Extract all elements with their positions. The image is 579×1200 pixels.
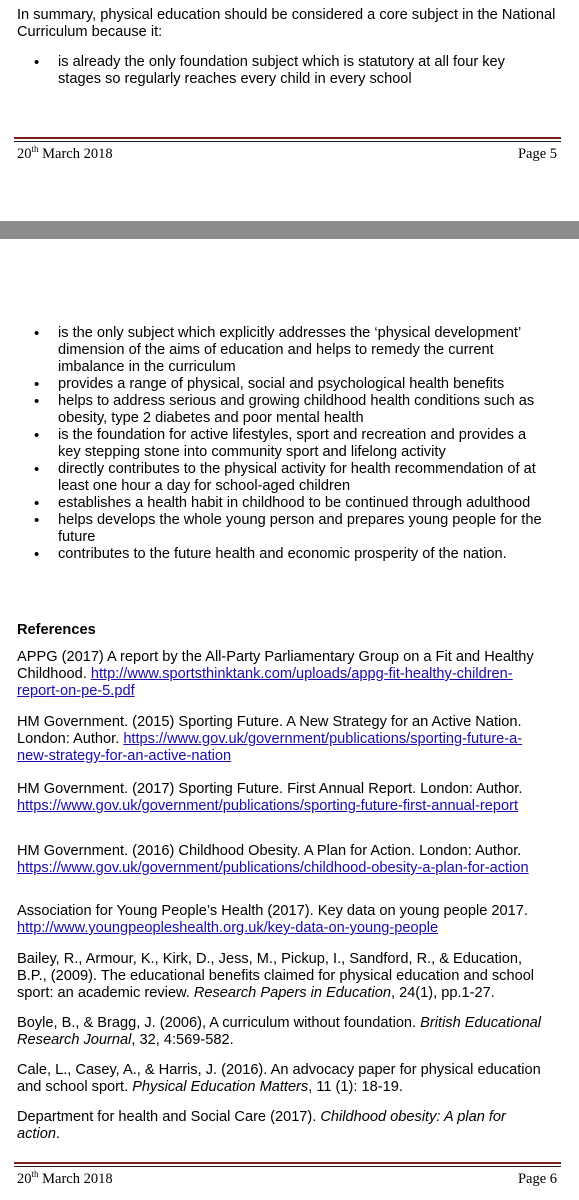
list-item: • helps to address serious and growing childhood health conditions such as obesity, type 2 diabetes and poor mental health <box>17 393 552 427</box>
footer-page-number: Page 6 <box>517 1171 557 1187</box>
reference-link[interactable]: https://www.gov.uk/government/publications/sporting-future-first-annual-report <box>17 798 519 814</box>
list-item: • establishes a health habit in childhood to be continued through adulthood <box>17 495 552 512</box>
reference-entry <box>17 1109 552 1143</box>
references-list <box>17 649 552 1143</box>
reference-text: Bailey, R., Armour, K., Kirk, D., Jess, M., Pickup, I., Sandford, R., & Education, B.P., (2009). The educational benefits claimed for physical education and school sport: an academic review. <box>17 951 535 1001</box>
page5-footer <box>17 146 557 163</box>
reference-details: , 11 (1): 18-19. <box>308 1079 403 1095</box>
footer-rule-thin <box>14 141 561 142</box>
reference-entry <box>17 903 552 937</box>
page6-footer <box>17 1171 557 1188</box>
reference-details: . <box>55 1126 61 1142</box>
list-item: • directly contributes to the physical activity for health recommendation of at least one hour a day for school-aged children <box>17 461 552 495</box>
footer-rule <box>14 137 561 139</box>
list-item: • provides a range of physical, social and psychological health benefits <box>17 376 552 393</box>
reference-link[interactable]: http://www.sportsthinktank.com/uploads/appg-fit-healthy-children-report-on-pe-5.pdf <box>17 666 513 699</box>
reference-link[interactable]: http://www.youngpeopleshealth.org.uk/key-data-on-young-people <box>17 920 439 936</box>
reference-entry <box>17 1062 552 1096</box>
reference-entry <box>17 649 552 700</box>
reference-text: Association for Young People’s Health (2017). Key data on young people 2017. <box>17 903 528 919</box>
reference-text: Boyle, B., & Bragg, J. (2006), A curriculum without foundation. <box>17 1015 421 1031</box>
reference-entry <box>17 843 552 877</box>
reference-entry <box>17 951 552 1002</box>
reference-text: Cale, L., Casey, A., & Harris, J. (2016). An advocacy paper for physical education and school sport. <box>17 1062 541 1095</box>
reference-text: HM Government. (2015) Sporting Future. A New Strategy for an Active Nation. London: Author. <box>17 714 522 747</box>
reference-text: APPG (2017) A report by the All-Party Parliamentary Group on a Fit and Healthy Childhood. <box>17 649 534 682</box>
footer-rule <box>14 1162 561 1164</box>
reference-source-title: Physical Education Matters <box>132 1079 309 1095</box>
reference-entry <box>17 1015 552 1049</box>
reference-text: HM Government. (2017) Sporting Future. First Annual Report. London: Author. <box>17 781 523 797</box>
page5-bullet-list <box>17 54 552 88</box>
list-item: • is the only subject which explicitly addresses the ‘physical development’ dimension of the aims of education and helps to remedy the current imbalance in the curriculum <box>17 325 552 376</box>
page-separator <box>0 221 579 239</box>
list-item: • is the foundation for active lifestyles, sport and recreation and provides a key stepping stone into community sport and lifelong activity <box>17 427 552 461</box>
reference-details: , 32, 4:569-582. <box>131 1032 234 1048</box>
reference-text: HM Government. (2016) Childhood Obesity. A Plan for Action. London: Author. <box>17 843 522 859</box>
references-heading: References <box>17 622 96 638</box>
reference-text: Department for health and Social Care (2017). <box>17 1109 321 1125</box>
page6-bullet-list <box>17 325 552 563</box>
reference-entry <box>17 714 552 765</box>
reference-link[interactable]: https://www.gov.uk/government/publications/sporting-future-a-new-strategy-for-an-active-nation <box>17 731 523 764</box>
reference-details: , 24(1), pp.1-27. <box>390 985 495 1001</box>
list-item: • is already the only foundation subject which is statutory at all four key stages so regularly reaches every child in every school <box>17 54 552 88</box>
reference-entry <box>17 781 552 815</box>
summary-intro: In summary, physical education should be considered a core subject in the National Curriculum because it: <box>17 7 556 40</box>
reference-source-title: Research Papers in Education <box>193 985 391 1001</box>
reference-source-title: British Educational Research Journal <box>17 1015 542 1048</box>
reference-source-title: Childhood obesity: A plan for action <box>17 1109 506 1142</box>
reference-link[interactable]: https://www.gov.uk/government/publications/childhood-obesity-a-plan-for-action <box>17 860 529 876</box>
footer-rule-thin <box>14 1166 561 1167</box>
list-item: • contributes to the future health and economic prosperity of the nation. <box>17 546 552 563</box>
footer-date: 20th March 2018 <box>17 144 113 162</box>
footer-date: 20th March 2018 <box>17 1169 113 1187</box>
footer-page-number: Page 5 <box>517 146 557 162</box>
list-item: • helps develops the whole young person and prepares young people for the future <box>17 512 552 546</box>
